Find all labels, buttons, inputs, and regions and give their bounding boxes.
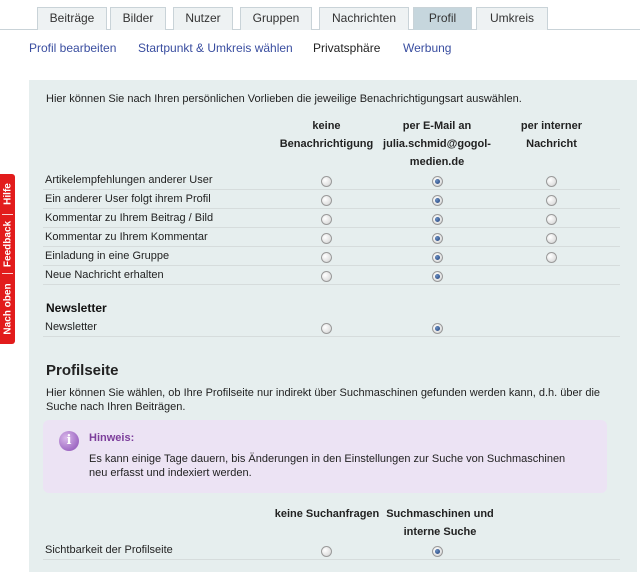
newsletter-row: [43, 318, 620, 337]
notification-row: [43, 228, 620, 247]
radio-none[interactable]: [321, 323, 332, 334]
tab-gruppen[interactable]: Gruppen: [240, 7, 312, 30]
tab-beitraege[interactable]: Beiträge: [37, 7, 107, 30]
profilseite-description: Hier können Sie wählen, ob Ihre Profilseite nur indirekt über Suchmaschinen gefunden werden kann, d.h. über die Suche nach Ihren Beiträgen.: [46, 387, 601, 413]
radio-email[interactable]: [432, 233, 443, 244]
tab-nutzer[interactable]: Nutzer: [173, 7, 233, 30]
radio-email[interactable]: [432, 271, 443, 282]
radio-none[interactable]: [321, 233, 332, 244]
tab-umkreis[interactable]: Umkreis: [476, 7, 548, 30]
radio-email[interactable]: [432, 252, 443, 263]
radio-none[interactable]: [321, 195, 332, 206]
notification-row: [43, 247, 620, 266]
radio-email[interactable]: [432, 195, 443, 206]
feedback-tab[interactable]: Feedback: [2, 220, 13, 268]
newsletter-heading: Newsletter: [46, 301, 107, 315]
radio-email[interactable]: [432, 214, 443, 225]
row-label: Kommentar zu Ihrem Beitrag / Bild: [45, 212, 214, 224]
row-label: Einladung in eine Gruppe: [45, 250, 170, 262]
radio-internal[interactable]: [546, 233, 557, 244]
radio-internal[interactable]: [546, 195, 557, 206]
side-toolbar: [0, 174, 15, 344]
column-header-no-search: keine Suchanfragen: [274, 508, 380, 520]
notification-row: [43, 190, 620, 209]
subnav-startpunkt-umkreis[interactable]: Startpunkt & Umkreis wählen: [138, 41, 293, 55]
hint-title: Hinweis:: [89, 432, 135, 444]
subnav-werbung[interactable]: Werbung: [403, 41, 452, 55]
radio-internal[interactable]: [546, 252, 557, 263]
hint-text: Es kann einige Tage dauern, bis Änderungen in den Einstellungen zur Suche von Suchmaschinen neu erfasst und indexiert werden.: [89, 453, 566, 479]
row-label: Ein anderer User folgt ihrem Profil: [45, 193, 211, 205]
column-header-search: Suchmaschinen und interne Suche: [386, 508, 494, 538]
notification-row: [43, 209, 620, 228]
back-to-top-tab[interactable]: Nach oben: [2, 283, 13, 335]
row-label: Kommentar zu Ihrem Kommentar: [45, 231, 208, 243]
row-label: Neue Nachricht erhalten: [45, 269, 164, 281]
subnav-privatsphaere[interactable]: Privatsphäre: [313, 41, 381, 55]
tab-profil[interactable]: Profil: [413, 7, 472, 30]
radio-email[interactable]: [432, 176, 443, 187]
notification-row: [43, 266, 620, 285]
privacy-panel: [29, 80, 637, 572]
row-label: Newsletter: [45, 321, 97, 333]
hint-box: [43, 420, 607, 493]
profilseite-heading: Profilseite: [46, 362, 119, 379]
help-tab[interactable]: Hilfe: [2, 183, 13, 205]
row-label: Artikelempfehlungen anderer User: [45, 174, 213, 186]
main-tabs: [0, 0, 640, 30]
radio-no-search[interactable]: [321, 546, 332, 557]
radio-none[interactable]: [321, 252, 332, 263]
radio-none[interactable]: [321, 214, 332, 225]
radio-email[interactable]: [432, 323, 443, 334]
radio-internal[interactable]: [546, 214, 557, 225]
tab-bilder[interactable]: Bilder: [110, 7, 166, 30]
info-icon: i: [59, 431, 79, 451]
radio-none[interactable]: [321, 176, 332, 187]
radio-search[interactable]: [432, 546, 443, 557]
row-label: Sichtbarkeit der Profilseite: [45, 544, 173, 556]
column-header-email: per E-Mail an julia.schmid@gogol- medien.de: [383, 120, 491, 168]
profile-visibility-row: [43, 541, 620, 560]
subnav-profil-bearbeiten[interactable]: Profil bearbeiten: [29, 41, 117, 55]
tab-nachrichten[interactable]: Nachrichten: [319, 7, 409, 30]
column-header-internal: per interner Nachricht: [520, 120, 583, 150]
radio-none[interactable]: [321, 271, 332, 282]
radio-internal[interactable]: [546, 176, 557, 187]
notification-row: [43, 171, 620, 190]
intro-text: Hier können Sie nach Ihren persönlichen Vorlieben die jeweilige Benachrichtigungsart auswählen.: [46, 93, 522, 105]
column-header-none: keine Benachrichtigung: [279, 120, 374, 150]
sub-navigation: [0, 41, 640, 57]
